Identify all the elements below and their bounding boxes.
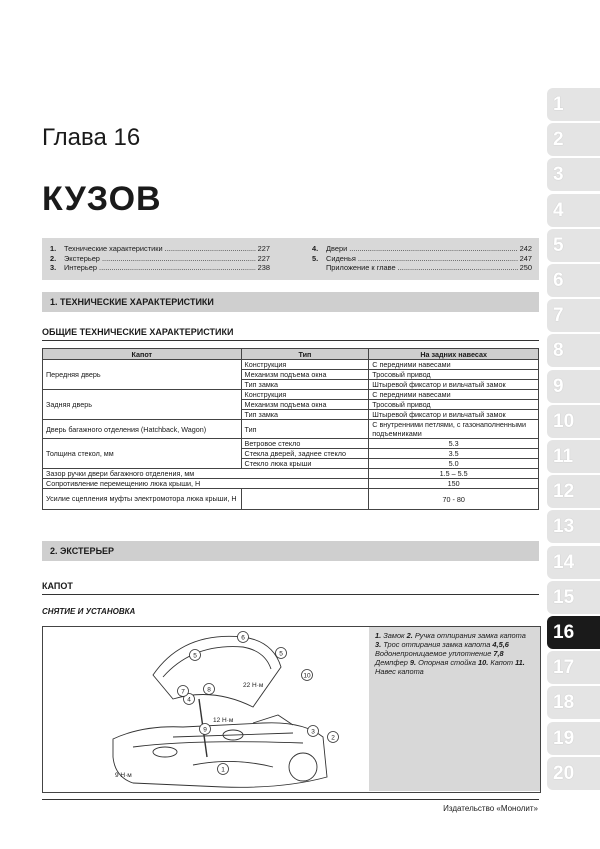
chapter-tab-8[interactable]	[547, 334, 600, 367]
row-label: Толщина стекол, мм	[43, 439, 242, 469]
toc-entry-page: 247	[519, 253, 532, 263]
chapter-tab-label: 4	[553, 199, 564, 221]
footer-divider	[42, 799, 539, 800]
toc-entry[interactable]	[312, 254, 532, 264]
table-row	[43, 390, 539, 400]
chapter-tab-4[interactable]	[547, 194, 600, 227]
cell: Стекла дверей, заднее стекло	[241, 449, 369, 459]
chapter-tab-15[interactable]	[547, 581, 600, 614]
cell: С внутренними петлями, с газонаполненными подъемниками	[369, 420, 539, 439]
toc-entry-label: Экстерьер .....	[64, 254, 256, 264]
toc-entry-number: 4.	[312, 244, 319, 253]
cell: С передними навесами	[369, 390, 539, 400]
chapter-tab-label: 3	[553, 164, 564, 186]
cell: 5.3	[369, 439, 539, 449]
chapter-tab-10[interactable]	[547, 405, 600, 438]
table-row	[43, 439, 539, 449]
caption-number: 4,5,6	[492, 640, 509, 649]
chapter-tab-13[interactable]	[547, 510, 600, 543]
header-cell: Тип	[241, 349, 369, 360]
cell: Конструкция	[241, 360, 369, 370]
caption-text: Водонепроницаемое уплотнение	[375, 649, 494, 658]
callout-number: 3	[311, 728, 315, 736]
chapter-tab-label: 10	[553, 410, 575, 432]
chapter-tab-12[interactable]	[547, 475, 600, 508]
chapter-tab-2[interactable]	[547, 123, 600, 156]
chapter-tab-6[interactable]	[547, 264, 600, 297]
chapter-tab-label: 12	[553, 481, 575, 503]
toc-entry[interactable]	[50, 263, 270, 273]
caption-number: 2.	[406, 631, 413, 640]
callout-number: 4	[187, 696, 191, 704]
chapter-tab-label: 16	[553, 622, 575, 643]
table-header-row	[43, 349, 539, 360]
cell: С передними навесами	[369, 360, 539, 370]
chapter-tab-label: 6	[553, 270, 564, 291]
torque-label-12: 12 Н·м	[213, 717, 234, 724]
chapter-tab-label: 5	[553, 234, 564, 256]
subheading-hood: КАПОТ	[42, 581, 73, 591]
figure-caption	[369, 627, 540, 791]
chapter-tab-5[interactable]	[547, 229, 600, 262]
cell: 3.5	[369, 449, 539, 459]
cell: Тип замка	[241, 380, 369, 390]
table-row	[43, 479, 539, 489]
caption-number: 7,8	[493, 649, 504, 658]
callout-number: 8	[207, 686, 211, 694]
chapter-tab-label: 17	[553, 657, 575, 679]
toc-entry[interactable]	[50, 254, 270, 264]
toc-entry-label: Двери .....	[326, 244, 518, 254]
chapter-tab-9[interactable]	[547, 370, 600, 403]
cell: 5.0	[369, 459, 539, 469]
caption-number: 3.	[375, 640, 382, 649]
chapter-tab-label: 2	[553, 129, 564, 151]
table-row	[43, 469, 539, 479]
toc-entry-label: Технические характеристики .....	[64, 244, 256, 254]
toc-entry-number	[312, 263, 326, 273]
chapter-tab-14[interactable]	[547, 546, 600, 579]
caption-number: 11.	[515, 658, 525, 667]
toc-column-left	[50, 244, 270, 273]
toc-column-right	[312, 244, 532, 273]
callout-number: 2	[331, 734, 335, 742]
toc-entry-page: 238	[257, 263, 270, 272]
cell: Механизм подъема окна	[241, 400, 369, 410]
chapter-tab-label: 1	[553, 94, 564, 115]
section-header-specs: 1. ТЕХНИЧЕСКИЕ ХАРАКТЕРИСТИКИ	[42, 292, 539, 312]
chapter-tab-19[interactable]	[547, 722, 600, 755]
cell: Штыревой фиксатор и вильчатый замок	[369, 380, 539, 390]
table-row	[43, 420, 539, 439]
chapter-tab-label: 7	[553, 305, 564, 327]
chapter-tab-label: 14	[553, 551, 575, 573]
cell: 1.5 – 5.5	[369, 469, 539, 479]
chapter-tab-label: 8	[553, 340, 564, 362]
cell: 150	[369, 479, 539, 489]
divider	[42, 594, 539, 595]
callout-number: 6	[241, 634, 245, 642]
publisher-footer: Издательство «Монолит»	[443, 804, 538, 813]
chapter-tab-18[interactable]	[547, 686, 600, 719]
caption-text: Опорная стойка	[416, 658, 478, 667]
row-label: Задняя дверь	[43, 390, 242, 420]
toc-entry-label: Интерьер .....	[64, 263, 256, 273]
callout-number: 9	[203, 726, 207, 734]
row-label: Дверь багажного отделения (Hatchback, Wagon)	[43, 420, 242, 439]
chapter-tab-label: 18	[553, 692, 575, 714]
caption-number: 9.	[409, 658, 417, 667]
figure-hood-assembly	[42, 626, 541, 793]
cell: Тросовый привод	[369, 370, 539, 380]
callout-number: 5	[279, 650, 283, 658]
callout-number: 5	[193, 652, 197, 660]
cell: Механизм подъема окна	[241, 370, 369, 380]
hood-panel	[153, 636, 281, 707]
cell: Тип	[241, 420, 369, 439]
toc-entry-page: 242	[519, 244, 532, 253]
cell: 70 - 80	[369, 489, 539, 510]
toc-entry-number: 2.	[50, 253, 57, 263]
callout-number: 7	[181, 688, 185, 696]
callout-number: 10	[303, 672, 311, 680]
chapter-tab-label: 19	[553, 727, 575, 749]
cell	[241, 489, 369, 510]
spec-table	[42, 348, 539, 510]
chapter-tab-label: 15	[553, 586, 575, 608]
car-body	[113, 723, 327, 788]
table-row	[43, 360, 539, 370]
toc-entry[interactable]	[312, 244, 532, 254]
toc-entry-number: 3.	[50, 263, 57, 272]
header-cell: Капот	[43, 349, 242, 360]
torque-label-22: 22 Н·м	[243, 682, 264, 689]
row-label: Сопротивление перемещению люка крыши, Н	[43, 479, 369, 489]
toc-entry[interactable]	[312, 263, 532, 273]
cell: Ветровое стекло	[241, 439, 369, 449]
toc-entry-label: Сиденья .....	[326, 254, 518, 264]
row-label: Усилие сцепления муфты электромотора люка крыши, Н	[43, 489, 242, 510]
chapter-tab-17[interactable]	[547, 651, 600, 684]
section-header-exterior: 2. ЭКСТЕРЬЕР	[42, 541, 539, 561]
chapter-title: Глава 16	[42, 124, 141, 151]
caption-text: Трос отпирания замка капота	[381, 640, 493, 649]
chapter-tab-7[interactable]	[547, 299, 600, 332]
cell: Тип замка	[241, 410, 369, 420]
caption-text: Демпфер	[375, 658, 410, 667]
page-title: КУЗОВ	[42, 180, 162, 218]
row-label: Зазор ручки двери багажного отделения, мм	[43, 469, 369, 479]
table-of-contents	[42, 238, 539, 280]
cell: Конструкция	[241, 390, 369, 400]
subheading-removal-installation: СНЯТИЕ И УСТАНОВКА	[42, 607, 136, 616]
toc-entry-page: 227	[257, 244, 270, 253]
chapter-tab-1[interactable]	[547, 88, 600, 121]
toc-entry[interactable]	[50, 244, 270, 254]
caption-text: Замок	[381, 631, 407, 640]
toc-entry-number: 5.	[312, 253, 319, 263]
caption-number: 1.	[375, 631, 382, 640]
caption-number: 10.	[478, 658, 489, 667]
chapter-tab-label: 11	[553, 446, 574, 467]
chapter-tab-16[interactable]	[547, 616, 600, 649]
table-row	[43, 489, 539, 510]
chapter-tab-11[interactable]	[547, 440, 600, 473]
toc-entry-number: 1.	[50, 244, 57, 253]
cell: Штыревой фиксатор и вильчатый замок	[369, 410, 539, 420]
toc-entry-page: 227	[257, 253, 270, 263]
chapter-tab-label: 13	[553, 516, 575, 538]
hood-diagram	[103, 627, 353, 791]
cell: Тросовый привод	[369, 400, 539, 410]
chapter-tab-label: 20	[553, 762, 575, 784]
chapter-tab-3[interactable]	[547, 158, 600, 191]
chapter-tab-label: 9	[553, 375, 564, 397]
divider	[42, 340, 539, 341]
caption-text: Капот	[488, 658, 516, 667]
toc-entry-page: 250	[519, 263, 532, 272]
callout-number: 1	[221, 766, 225, 774]
caption-text: Навес капота	[375, 667, 424, 676]
header-cell: На задних навесах	[369, 349, 539, 360]
toc-entry-label: Приложение к главе .....	[326, 263, 518, 273]
caption-text: Ручка отпирания замка капота	[412, 631, 526, 640]
cell: Стекло люка крыши	[241, 459, 369, 469]
torque-label-9: 9 Н·м	[115, 772, 132, 779]
chapter-tab-20[interactable]	[547, 757, 600, 790]
row-label: Передняя дверь	[43, 360, 242, 390]
subheading-general-specs: ОБЩИЕ ТЕХНИЧЕСКИЕ ХАРАКТЕРИСТИКИ	[42, 327, 234, 337]
